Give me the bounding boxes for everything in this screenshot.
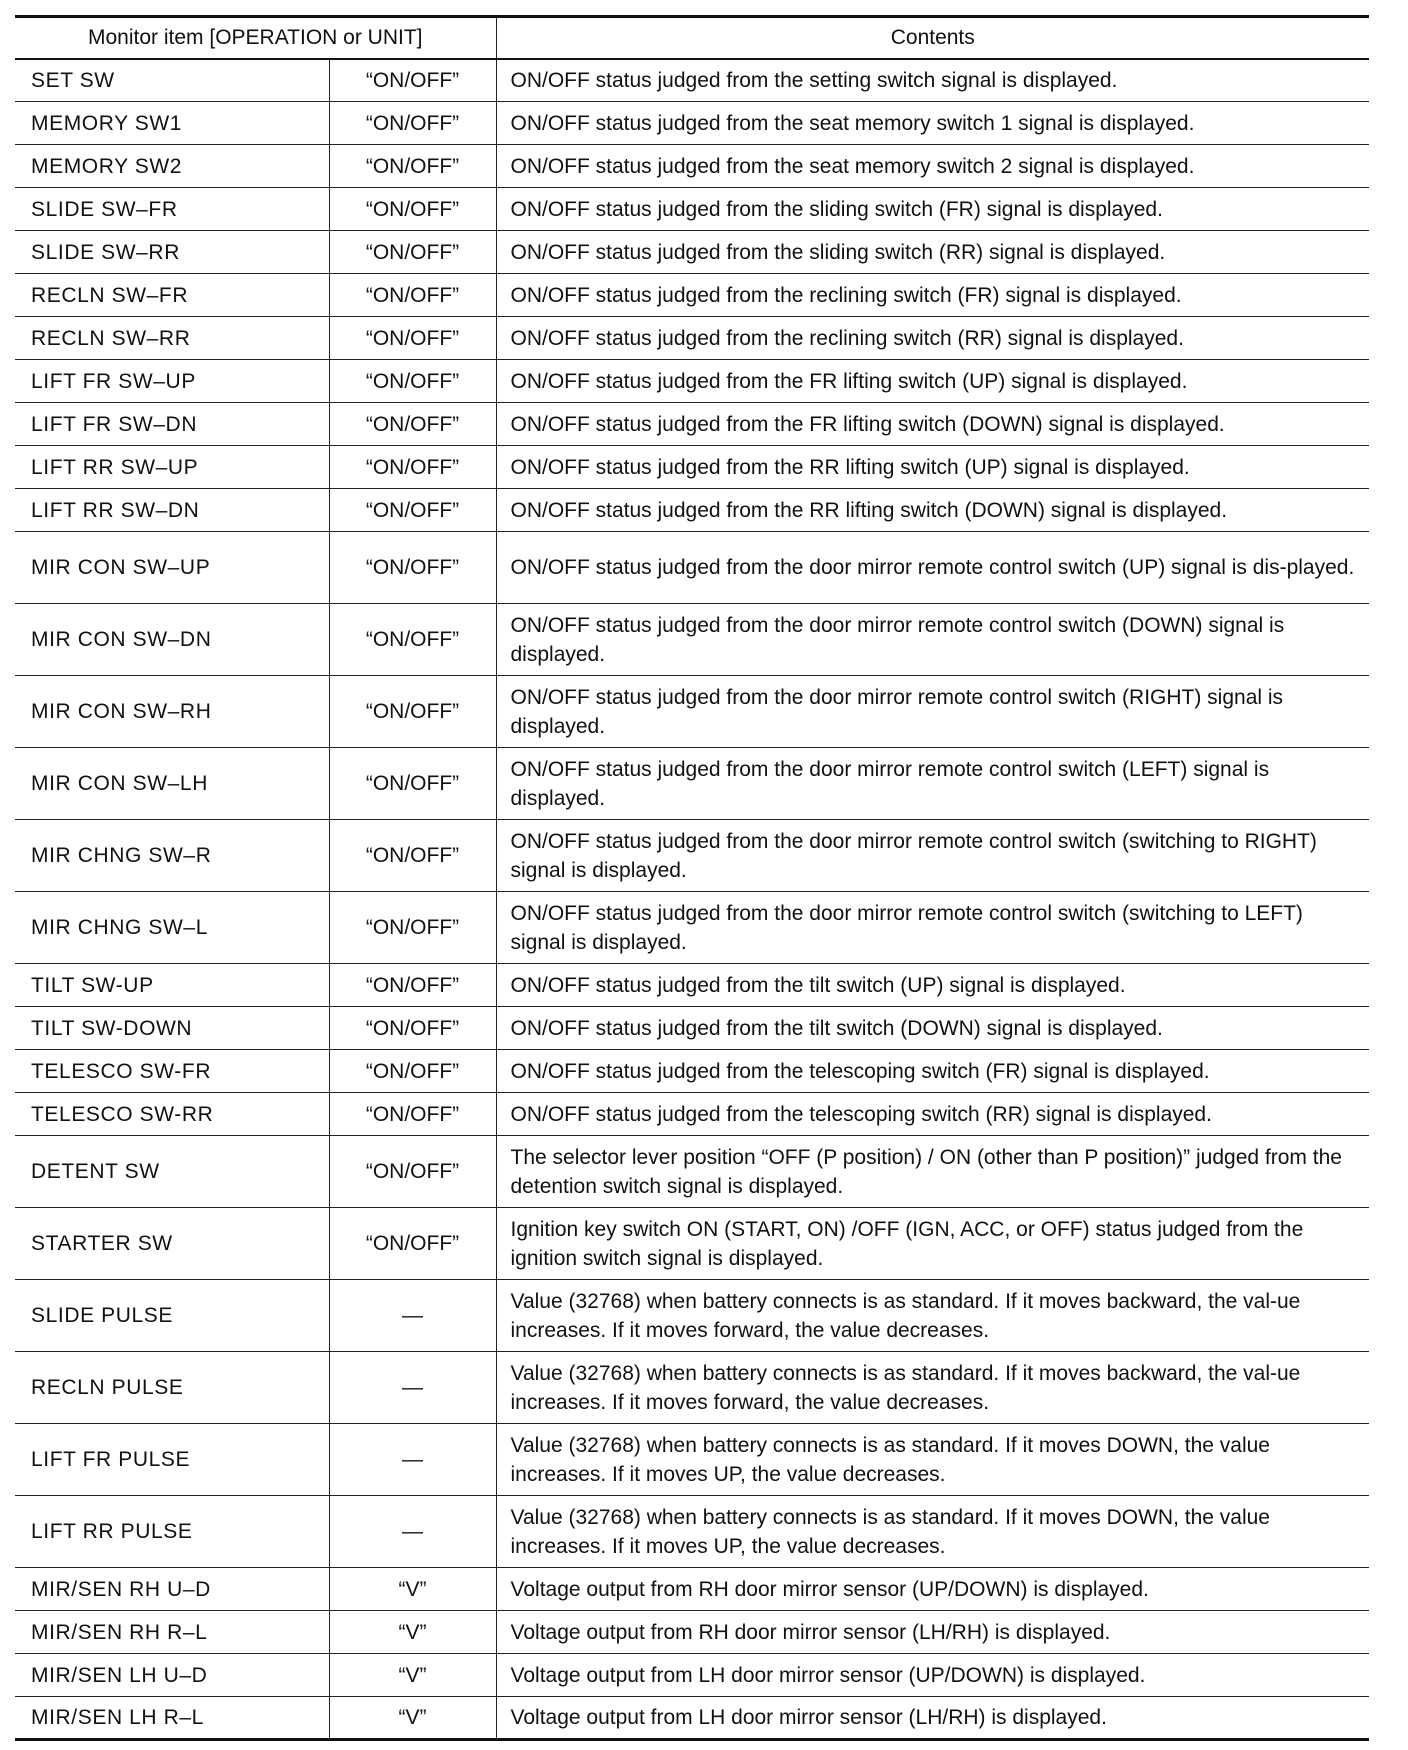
unit-cell: “ON/OFF”: [329, 532, 496, 604]
contents-cell: ON/OFF status judged from the reclining switch (RR) signal is displayed.: [496, 317, 1369, 360]
table-header-row: [15, 17, 1369, 59]
monitor-item-cell: TELESCO SW-RR: [15, 1093, 329, 1136]
monitor-item-cell: RECLN SW–FR: [15, 274, 329, 317]
monitor-item-cell: STARTER SW: [15, 1208, 329, 1280]
table-row: [15, 676, 1369, 748]
unit-cell: “ON/OFF”: [329, 360, 496, 403]
unit-cell: “ON/OFF”: [329, 102, 496, 145]
unit-cell: “ON/OFF”: [329, 188, 496, 231]
table-row: [15, 1568, 1369, 1611]
monitor-item-cell: MEMORY SW1: [15, 102, 329, 145]
monitor-item-cell: MIR/SEN RH U–D: [15, 1568, 329, 1611]
table-row: [15, 1496, 1369, 1568]
table-row: [15, 1093, 1369, 1136]
monitor-item-cell: MIR CON SW–RH: [15, 676, 329, 748]
table-row: [15, 892, 1369, 964]
unit-cell: “ON/OFF”: [329, 604, 496, 676]
unit-cell: “ON/OFF”: [329, 446, 496, 489]
monitor-item-cell: LIFT RR PULSE: [15, 1496, 329, 1568]
table-row: [15, 1654, 1369, 1697]
table-row: [15, 1136, 1369, 1208]
monitor-item-cell: LIFT FR PULSE: [15, 1424, 329, 1496]
contents-cell: Ignition key switch ON (START, ON) /OFF (IGN, ACC, or OFF) status judged from the ignition switch signal is displayed.: [496, 1208, 1369, 1280]
monitor-item-cell: MEMORY SW2: [15, 145, 329, 188]
table-row: [15, 1424, 1369, 1496]
monitor-item-cell: MIR CON SW–DN: [15, 604, 329, 676]
table-row: [15, 1280, 1369, 1352]
contents-cell: ON/OFF status judged from the sliding switch (FR) signal is displayed.: [496, 188, 1369, 231]
monitor-item-cell: SET SW: [15, 59, 329, 102]
contents-cell: ON/OFF status judged from the sliding switch (RR) signal is displayed.: [496, 231, 1369, 274]
unit-cell: “ON/OFF”: [329, 748, 496, 820]
table-row: [15, 1050, 1369, 1093]
monitor-item-cell: TILT SW-DOWN: [15, 1007, 329, 1050]
monitor-item-table: [15, 15, 1369, 1741]
monitor-item-cell: MIR CHNG SW–R: [15, 820, 329, 892]
table-row: [15, 489, 1369, 532]
table-row: [15, 274, 1369, 317]
contents-cell: ON/OFF status judged from the door mirror remote control switch (UP) signal is dis-played.: [496, 532, 1369, 604]
table-row: [15, 1611, 1369, 1654]
unit-cell: “V”: [329, 1697, 496, 1740]
monitor-item-cell: LIFT RR SW–DN: [15, 489, 329, 532]
monitor-item-cell: RECLN PULSE: [15, 1352, 329, 1424]
contents-cell: ON/OFF status judged from the tilt switch (UP) signal is displayed.: [496, 964, 1369, 1007]
contents-cell: ON/OFF status judged from the door mirror remote control switch (RIGHT) signal is displayed.: [496, 676, 1369, 748]
contents-cell: ON/OFF status judged from the telescoping switch (RR) signal is displayed.: [496, 1093, 1369, 1136]
contents-cell: Voltage output from RH door mirror sensor (UP/DOWN) is displayed.: [496, 1568, 1369, 1611]
table-row: [15, 820, 1369, 892]
contents-cell: ON/OFF status judged from the FR lifting switch (UP) signal is displayed.: [496, 360, 1369, 403]
unit-cell: “ON/OFF”: [329, 964, 496, 1007]
unit-cell: “ON/OFF”: [329, 403, 496, 446]
contents-cell: ON/OFF status judged from the telescoping switch (FR) signal is displayed.: [496, 1050, 1369, 1093]
contents-cell: ON/OFF status judged from the tilt switch (DOWN) signal is displayed.: [496, 1007, 1369, 1050]
contents-cell: Value (32768) when battery connects is as standard. If it moves backward, the val-ue increases. If it moves forward, the value decreases.: [496, 1280, 1369, 1352]
monitor-item-cell: LIFT FR SW–DN: [15, 403, 329, 446]
unit-cell: “ON/OFF”: [329, 317, 496, 360]
unit-cell: “ON/OFF”: [329, 59, 496, 102]
unit-cell: “ON/OFF”: [329, 489, 496, 532]
table-row: [15, 231, 1369, 274]
table-row: [15, 317, 1369, 360]
table-row: [15, 964, 1369, 1007]
table-row: [15, 1007, 1369, 1050]
monitor-item-cell: TELESCO SW-FR: [15, 1050, 329, 1093]
unit-cell: “V”: [329, 1611, 496, 1654]
contents-cell: ON/OFF status judged from the door mirror remote control switch (DOWN) signal is displayed.: [496, 604, 1369, 676]
contents-cell: Value (32768) when battery connects is as standard. If it moves backward, the val-ue increases. If it moves forward, the value decreases.: [496, 1352, 1369, 1424]
unit-cell: “ON/OFF”: [329, 892, 496, 964]
unit-cell: “ON/OFF”: [329, 1007, 496, 1050]
contents-cell: ON/OFF status judged from the FR lifting switch (DOWN) signal is displayed.: [496, 403, 1369, 446]
unit-cell: “ON/OFF”: [329, 1136, 496, 1208]
table-row: [15, 1352, 1369, 1424]
monitor-item-cell: SLIDE PULSE: [15, 1280, 329, 1352]
unit-cell: “ON/OFF”: [329, 274, 496, 317]
table-row: [15, 360, 1369, 403]
contents-cell: ON/OFF status judged from the door mirror remote control switch (LEFT) signal is displayed.: [496, 748, 1369, 820]
document-page: [15, 15, 1369, 1741]
unit-cell: “ON/OFF”: [329, 1208, 496, 1280]
monitor-item-cell: DETENT SW: [15, 1136, 329, 1208]
contents-cell: Value (32768) when battery connects is as standard. If it moves DOWN, the value increases. If it moves UP, the value decreases.: [496, 1496, 1369, 1568]
monitor-item-cell: TILT SW-UP: [15, 964, 329, 1007]
monitor-item-cell: SLIDE SW–FR: [15, 188, 329, 231]
monitor-item-cell: MIR CON SW–UP: [15, 532, 329, 604]
monitor-item-cell: MIR/SEN LH R–L: [15, 1697, 329, 1740]
monitor-item-cell: MIR/SEN LH U–D: [15, 1654, 329, 1697]
table-row: [15, 748, 1369, 820]
table-row: [15, 532, 1369, 604]
table-row: [15, 188, 1369, 231]
contents-cell: ON/OFF status judged from the seat memory switch 2 signal is displayed.: [496, 145, 1369, 188]
unit-cell: “V”: [329, 1654, 496, 1697]
table-row: [15, 446, 1369, 489]
contents-cell: ON/OFF status judged from the RR lifting switch (UP) signal is displayed.: [496, 446, 1369, 489]
monitor-item-cell: LIFT RR SW–UP: [15, 446, 329, 489]
monitor-item-cell: LIFT FR SW–UP: [15, 360, 329, 403]
unit-cell: —: [329, 1352, 496, 1424]
table-row: [15, 1697, 1369, 1740]
unit-cell: “ON/OFF”: [329, 1050, 496, 1093]
contents-cell: Voltage output from RH door mirror sensor (LH/RH) is displayed.: [496, 1611, 1369, 1654]
contents-cell: Voltage output from LH door mirror sensor (UP/DOWN) is displayed.: [496, 1654, 1369, 1697]
monitor-item-cell: MIR CHNG SW–L: [15, 892, 329, 964]
table-row: [15, 59, 1369, 102]
contents-cell: The selector lever position “OFF (P position) / ON (other than P position)” judged from the detention switch signal is displayed.: [496, 1136, 1369, 1208]
table-body: [15, 59, 1369, 1740]
contents-cell: ON/OFF status judged from the door mirror remote control switch (switching to RIGHT) signal is displayed.: [496, 820, 1369, 892]
contents-cell: ON/OFF status judged from the setting switch signal is displayed.: [496, 59, 1369, 102]
contents-cell: Voltage output from LH door mirror sensor (LH/RH) is displayed.: [496, 1697, 1369, 1740]
unit-cell: “ON/OFF”: [329, 676, 496, 748]
unit-cell: “ON/OFF”: [329, 1093, 496, 1136]
unit-cell: “ON/OFF”: [329, 145, 496, 188]
unit-cell: “V”: [329, 1568, 496, 1611]
contents-cell: Value (32768) when battery connects is as standard. If it moves DOWN, the value increases. If it moves UP, the value decreases.: [496, 1424, 1369, 1496]
table-row: [15, 145, 1369, 188]
monitor-item-cell: SLIDE SW–RR: [15, 231, 329, 274]
unit-cell: “ON/OFF”: [329, 820, 496, 892]
header-contents: Contents: [496, 17, 1369, 59]
monitor-item-cell: RECLN SW–RR: [15, 317, 329, 360]
contents-cell: ON/OFF status judged from the RR lifting switch (DOWN) signal is displayed.: [496, 489, 1369, 532]
table-row: [15, 102, 1369, 145]
contents-cell: ON/OFF status judged from the reclining switch (FR) signal is displayed.: [496, 274, 1369, 317]
header-monitor-item: Monitor item [OPERATION or UNIT]: [15, 17, 496, 59]
unit-cell: —: [329, 1280, 496, 1352]
monitor-item-cell: MIR/SEN RH R–L: [15, 1611, 329, 1654]
unit-cell: —: [329, 1496, 496, 1568]
contents-cell: ON/OFF status judged from the door mirror remote control switch (switching to LEFT) signal is displayed.: [496, 892, 1369, 964]
table-row: [15, 604, 1369, 676]
table-row: [15, 1208, 1369, 1280]
unit-cell: —: [329, 1424, 496, 1496]
monitor-item-cell: MIR CON SW–LH: [15, 748, 329, 820]
unit-cell: “ON/OFF”: [329, 231, 496, 274]
contents-cell: ON/OFF status judged from the seat memory switch 1 signal is displayed.: [496, 102, 1369, 145]
table-row: [15, 403, 1369, 446]
